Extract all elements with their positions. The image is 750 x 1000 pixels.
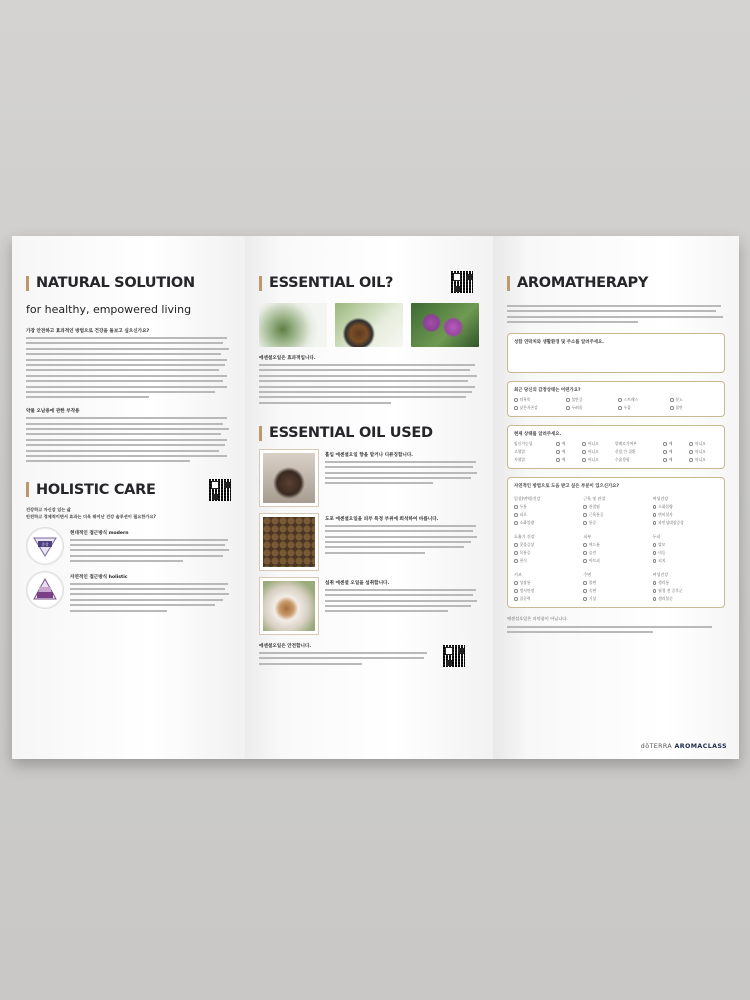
oil-photo-row — [259, 303, 479, 347]
emotion-option[interactable]: 불안 — [670, 405, 718, 411]
status-label: 신장,간 질환 — [614, 449, 636, 455]
concern-option[interactable]: 탈모 — [653, 542, 718, 548]
checkbox-icon[interactable] — [582, 450, 586, 454]
concern-option[interactable]: 통증 — [583, 520, 648, 526]
usage-list — [259, 449, 479, 635]
checkbox-icon[interactable] — [514, 581, 518, 585]
contact-form-box[interactable]: 성함 연락처와 생활환경 및 주소를 알려주세요. — [507, 333, 725, 373]
concern-option[interactable]: 콧물증상 — [514, 542, 579, 548]
svg-text:증상: 증상 — [41, 542, 49, 547]
checkbox-icon[interactable] — [618, 406, 622, 410]
concern-option[interactable]: 집중력 — [514, 596, 579, 602]
status-option[interactable]: 아니오 — [582, 441, 611, 447]
emotion-option[interactable]: 두려움 — [566, 405, 614, 411]
concern-group — [653, 569, 718, 602]
holistic-question: 건강하고 자신감 있는 삶 안전하고 경제적이면서 효과는 더욱 뛰어난 건강 솔루션이 필요한가요? — [26, 507, 156, 520]
section-title-essential-oil-used: ESSENTIAL OIL USED — [259, 426, 479, 441]
checkbox-icon[interactable] — [653, 551, 657, 555]
holistic-label: 자연적인 접근방식 holistic — [70, 574, 128, 580]
checkbox-icon[interactable] — [556, 458, 560, 462]
checkbox-icon[interactable] — [583, 581, 587, 585]
concern-group-title: 호흡기 건강 — [514, 534, 535, 540]
usage-item-inhale: 흡입 에센셜오일 향을 맡거나 디퓨징합니다. — [259, 449, 479, 507]
section-title-aromatherapy: AROMATHERAPY — [507, 276, 725, 291]
trifold-brochure — [12, 236, 739, 759]
concern-option[interactable]: 불면 — [583, 580, 648, 586]
section-title-essential-oil: ESSENTIAL OIL? — [259, 276, 479, 291]
concern-option[interactable]: 변비설사 — [653, 512, 718, 518]
concern-group-title: 근육 및 관절 — [583, 496, 606, 502]
herb-photo — [259, 303, 327, 347]
emotion-form-box: 최근 당신의 감정상태는 어떤가요? 의욕뚝 불안증 스트레스 분노 낮은자존감 두려움 우울 불안 — [507, 381, 725, 417]
concern-option[interactable]: 과민성대장증상 — [653, 520, 718, 526]
checkbox-icon[interactable] — [618, 398, 622, 402]
status-option[interactable]: 아니오 — [689, 457, 718, 463]
modern-label: 현대적인 접근방식 modern — [70, 530, 129, 536]
emotion-option[interactable]: 스트레스 — [618, 397, 666, 403]
title-accent-bar — [259, 276, 262, 291]
checkbox-icon[interactable] — [583, 559, 587, 563]
concern-option[interactable]: 피로 — [514, 512, 579, 518]
checkbox-icon[interactable] — [514, 559, 518, 563]
diffuser-photo — [259, 449, 319, 507]
checkbox-icon[interactable] — [583, 551, 587, 555]
cause-triangle-icon — [26, 571, 64, 609]
concern-group-title: 여성건강 — [652, 572, 669, 578]
checkbox-icon[interactable] — [556, 442, 560, 446]
panel-natural-solution — [12, 236, 245, 759]
qr-code-icon[interactable] — [209, 479, 231, 501]
checkbox-icon[interactable] — [514, 398, 518, 402]
qr-code-icon[interactable] — [451, 271, 473, 293]
concern-option[interactable]: 피지 — [653, 558, 718, 564]
concern-group — [583, 569, 648, 602]
body-text-block — [507, 305, 725, 323]
checkbox-icon[interactable] — [689, 442, 693, 446]
status-label: 임신가능성 — [514, 441, 533, 447]
checkbox-icon[interactable] — [514, 513, 518, 517]
concern-group — [583, 531, 648, 564]
concern-option[interactable]: 소화불량 — [653, 504, 718, 510]
checkbox-icon[interactable] — [653, 513, 657, 517]
emotion-option[interactable]: 우울 — [618, 405, 666, 411]
safety-heading: 에센셜오일은 안전합니다. — [259, 643, 312, 649]
section-title-holistic-care: HOLISTIC CARE — [26, 482, 231, 497]
concern-group-title: 일상(면역)건강 — [514, 496, 541, 502]
checkbox-icon[interactable] — [653, 559, 657, 563]
checkbox-icon[interactable] — [514, 551, 518, 555]
subtitle: for healthy, empowered living — [26, 303, 192, 316]
qr-code-icon[interactable] — [443, 645, 465, 667]
checkbox-icon[interactable] — [514, 521, 518, 525]
checkbox-icon[interactable] — [583, 589, 587, 593]
checkbox-icon[interactable] — [670, 398, 674, 402]
doterra-logo: dōTERRA AROMACLASS — [640, 743, 727, 750]
concern-option[interactable]: 여드름 — [583, 542, 648, 548]
checkbox-icon[interactable] — [514, 406, 518, 410]
concern-group-title: 키즈 — [514, 572, 522, 578]
status-option[interactable]: 아니오 — [582, 457, 611, 463]
status-option[interactable]: 아니오 — [689, 449, 718, 455]
checkbox-icon[interactable] — [663, 458, 667, 462]
emotion-option[interactable]: 불안증 — [566, 397, 614, 403]
status-label: 고혈압 — [514, 449, 526, 455]
status-option[interactable]: 예 — [663, 449, 685, 455]
checkbox-icon[interactable] — [663, 442, 667, 446]
status-option[interactable]: 아니오 — [582, 449, 611, 455]
status-option[interactable]: 예 — [556, 449, 578, 455]
checkbox-icon[interactable] — [566, 406, 570, 410]
checkbox-icon[interactable] — [653, 589, 657, 593]
status-label: 수술경험 — [614, 457, 630, 463]
title-accent-bar — [507, 276, 510, 291]
skin-photo — [259, 513, 319, 571]
side-effects-heading: 약물 오남용에 관한 부작용 — [26, 409, 80, 415]
disclaimer-text: 에센셜오일은 의약품이 아닙니다. — [507, 616, 568, 622]
title-accent-bar — [259, 426, 262, 441]
concern-group — [653, 531, 718, 564]
emotion-options — [514, 397, 718, 411]
usage-item-ingest: 섭취 에센셜 오일을 섭취합니다. — [259, 577, 479, 635]
checkbox-icon[interactable] — [653, 521, 657, 525]
checkbox-icon[interactable] — [689, 450, 693, 454]
concern-group — [514, 531, 579, 564]
concern-option[interactable]: 아토피 — [583, 558, 648, 564]
concern-group-title: 수면 — [583, 572, 592, 578]
emotion-option[interactable]: 의욕뚝 — [514, 397, 562, 403]
flower-photo — [411, 303, 479, 347]
concern-group — [514, 493, 579, 526]
body-text-block — [26, 417, 231, 462]
checkbox-icon[interactable] — [583, 505, 587, 509]
checkbox-icon[interactable] — [583, 521, 587, 525]
concern-option[interactable]: 생리불순 — [653, 596, 718, 602]
status-label: 저혈압 — [514, 457, 526, 463]
modern-approach — [26, 527, 231, 565]
concern-group-title: 피부 — [583, 534, 592, 540]
panel-essential-oil — [245, 236, 493, 759]
symptom-triangle-icon — [26, 527, 64, 565]
concern-option[interactable]: 근육통증 — [583, 512, 648, 518]
checkbox-icon[interactable] — [583, 597, 587, 601]
concern-option[interactable]: 생리통 — [653, 580, 718, 586]
oil-bottle-photo — [335, 303, 403, 347]
checkbox-icon[interactable] — [566, 398, 570, 402]
concern-group-title: 두피 — [652, 534, 661, 540]
panel-aromatherapy — [493, 236, 739, 759]
checkbox-icon[interactable] — [689, 458, 693, 462]
intro-heading: 에센셜오일은 효과적입니다. — [259, 356, 316, 361]
concern-group — [583, 493, 648, 526]
title-accent-bar — [26, 482, 29, 497]
concern-option[interactable]: 습진 — [583, 550, 648, 556]
concern-option[interactable]: 목통증 — [514, 550, 579, 556]
concern-option[interactable]: 관절염 — [583, 504, 648, 510]
status-option[interactable]: 예 — [556, 441, 578, 447]
status-option[interactable]: 예 — [663, 457, 685, 463]
checkbox-icon[interactable] — [556, 450, 560, 454]
concern-groups — [514, 493, 718, 602]
health-status-options — [514, 441, 718, 463]
emotion-option[interactable]: 분노 — [670, 397, 718, 403]
status-option[interactable]: 아니오 — [689, 441, 718, 447]
checkbox-icon[interactable] — [663, 450, 667, 454]
concern-option[interactable]: 두통 — [514, 504, 579, 510]
status-option[interactable]: 예 — [556, 457, 578, 463]
concern-group — [514, 569, 579, 602]
checkbox-icon[interactable] — [582, 442, 586, 446]
concern-option[interactable]: 숙면 — [583, 588, 648, 594]
checkbox-icon[interactable] — [583, 543, 587, 547]
checkbox-icon[interactable] — [653, 581, 657, 585]
checkbox-icon[interactable] — [653, 505, 657, 509]
usage-item-topical: 도포 에센셜오일을 피부 특정 부위에 희석하여 바릅니다. — [259, 513, 479, 571]
checkbox-icon[interactable] — [514, 589, 518, 593]
section-title-natural-solution: NATURAL SOLUTION — [26, 276, 231, 291]
concern-option[interactable]: 월경 전 증후군 — [653, 588, 718, 594]
concern-option[interactable]: 정서안정 — [514, 588, 579, 594]
title-accent-bar — [26, 276, 29, 291]
body-text-block — [26, 337, 231, 398]
concern-option[interactable]: 소화불량 — [514, 520, 579, 526]
checkbox-icon[interactable] — [583, 513, 587, 517]
holistic-approach — [26, 571, 231, 612]
tea-photo — [259, 577, 319, 635]
status-option[interactable]: 예 — [663, 441, 685, 447]
checkbox-icon[interactable] — [653, 597, 657, 601]
health-status-box: 현재 상태를 알려주세요. 임신가능성 예 아니오 알레르기여부 예 아니오 고혈압 예 아니오 신장,간 질환 예 아니오 저혈압 예 아니오 수술경험 예 아니오 — [507, 425, 725, 469]
checkbox-icon[interactable] — [653, 543, 657, 547]
concern-option[interactable]: 기상 — [583, 596, 648, 602]
concern-group — [653, 493, 718, 526]
concern-form-box: 자연적인 방법으로 도움 받고 싶은 부분이 있으신가요? 일상(면역)건강 두통 피로 소화불량 근육 및 관절 관절염 근육통증 통증 여성건강 소화불량 변비설사 과민성대장증상 호흡기 건강 콧물증상 목통증 천식 피부 여드름 습진 아토피 두피 탈모 비듬 피지 키즈 성장통 정서안정 집중력 수면 불면 숙면 기상 여성건강 생리통 월경 전 증후군 생리불순 — [507, 477, 725, 608]
status-label: 알레르기여부 — [614, 441, 637, 447]
question-heading: 가장 안전하고 효과적인 방법으로 건강을 돌보고 싶으신가요? — [26, 329, 150, 334]
concern-option[interactable]: 성장통 — [514, 580, 579, 586]
concern-option[interactable]: 천식 — [514, 558, 579, 564]
checkbox-icon[interactable] — [670, 406, 674, 410]
checkbox-icon[interactable] — [582, 458, 586, 462]
checkbox-icon[interactable] — [514, 597, 518, 601]
checkbox-icon[interactable] — [514, 543, 518, 547]
concern-option[interactable]: 비듬 — [653, 550, 718, 556]
concern-group-title: 여성건강 — [652, 496, 669, 502]
emotion-option[interactable]: 낮은자존감 — [514, 405, 562, 411]
body-text-block — [259, 364, 479, 404]
checkbox-icon[interactable] — [514, 505, 518, 509]
